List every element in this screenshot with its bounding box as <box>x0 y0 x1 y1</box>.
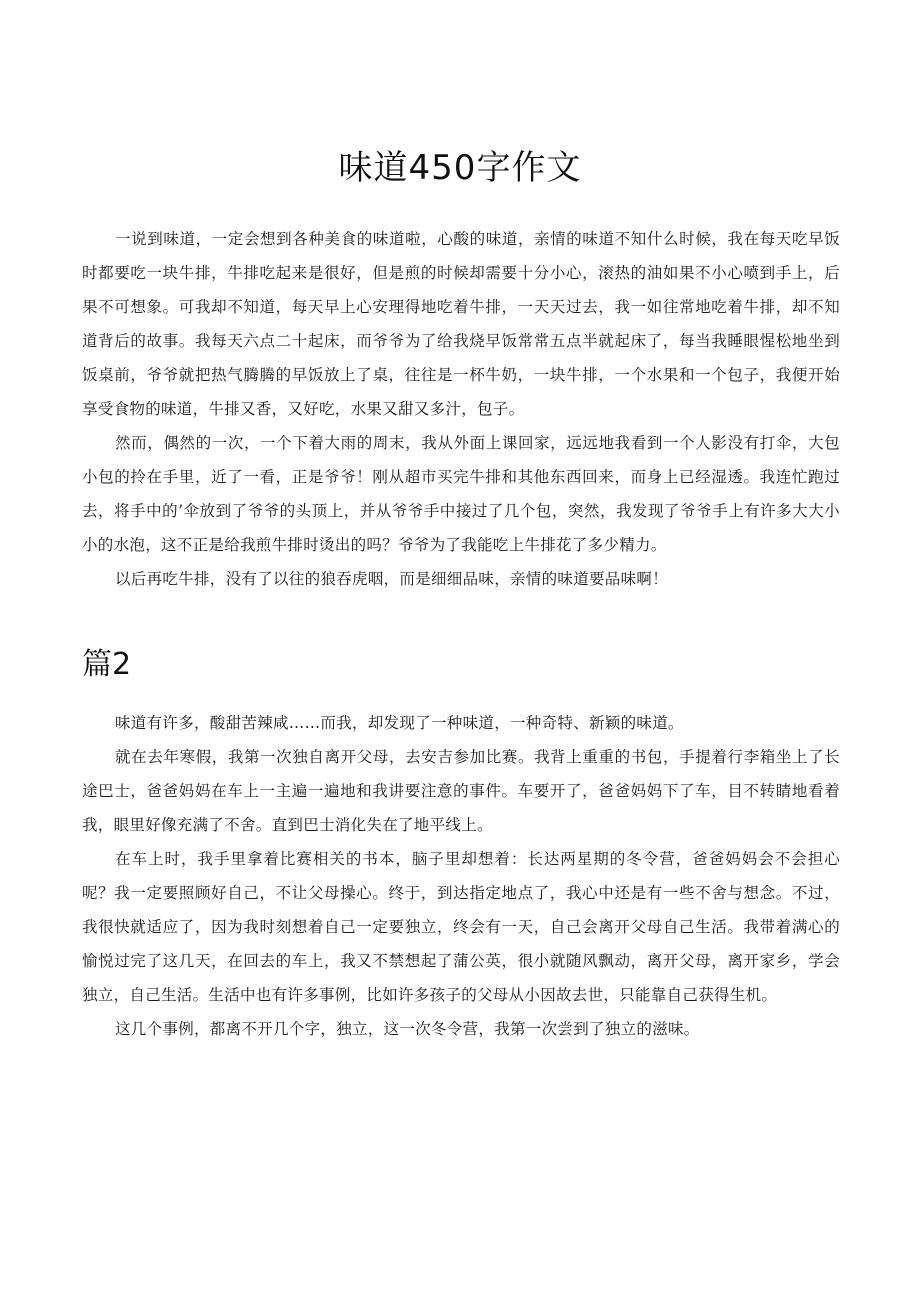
paragraph-7: 这几个事例，都离不开几个字，独立，这一次冬令营，我第一次尝到了独立的滋味。 <box>115 1020 700 1038</box>
paragraph-4: 味道有许多，酸甜苦辣咸……而我，却发现了一种味道，一种奇特、新颖的味道。 <box>115 714 684 732</box>
essay-section-2 <box>82 706 840 1046</box>
paragraph-5: 就在去年寒假，我第一次独自离开父母，去安吉参加比赛。我背上重重的书包，手提着行李箱坐上了长途巴士，爸爸妈妈在车上一主遍一遍地和我讲要注意的事件。车要开了，爸爸妈妈下了车，目不转睛地看着我，眼里好像充满了不舍。直到巴士消化失在了地平线上。 <box>82 748 840 834</box>
paragraph-2: 然而，偶然的一次，一个下着大雨的周末，我从外面上课回家，远远地我看到一个人影没有打伞，大包小包的拎在手里，近了一看，正是爷爷！刚从超市买完牛排和其他东西回来，而身上已经湿透。我连忙跑过去，将手中的’伞放到了爷爷的头顶上，并从爷爷手中接过了几个包，突然，我发现了爷爷手上有许多大大小小的水泡，这不正是给我煎牛排时烫出的吗？爷爷为了我能吃上牛排花了多少精力。 <box>82 434 840 554</box>
paragraph-3: 以后再吃牛排，没有了以往的狼吞虎咽，而是细细品味，亲情的味道要品味啊！ <box>115 570 669 588</box>
section-heading: 篇2 <box>82 647 132 682</box>
paragraph-6: 在车上时，我手里拿着比赛相关的书本，脑子里却想着：长达两星期的冬令营，爸爸妈妈会不会担心呢？我一定要照顾好自己，不让父母操心。终于，到达指定地点了，我心中还是有一些不舍与想念。不过，我很快就适应了，因为我时刻想着自己一定要独立，终会有一天，自己会离开父母自己生活。我带着满心的愉悦过完了这几天，在回去的车上，我又不禁想起了蒲公英，很小就随风飘动，离开父母，离开家乡，学会独立，自己生活。生活中也有许多事例，比如许多孩子的父母从小因故去世，只能靠自己获得生机。 <box>82 850 840 1004</box>
page-title: 味道450字作文 <box>338 148 582 188</box>
essay-section-1 <box>82 222 840 596</box>
paragraph-1: 一说到味道，一定会想到各种美食的味道啦，心酸的味道，亲情的味道不知什么时候，我在每天吃早饭时都要吃一块牛排，牛排吃起来是很好，但是煎的时候却需要十分小心，滚热的油如果不小心喷到手上，后果不可想象。可我却不知道，每天早上心安理得地吃着牛排，一天天过去，我一如往常地吃着牛排，却不知道背后的故事。我每天六点二十起床，而爷爷为了给我烧早饭常常五点半就起床了，每当我睡眼惺松地坐到饭桌前，爷爷就把热气腾腾的早饭放上了桌，往往是一杯牛奶，一块牛排，一个水果和一个包子，我便开始享受食物的味道，牛排又香，又好吃，水果又甜又多汁，包子。 <box>82 230 840 418</box>
